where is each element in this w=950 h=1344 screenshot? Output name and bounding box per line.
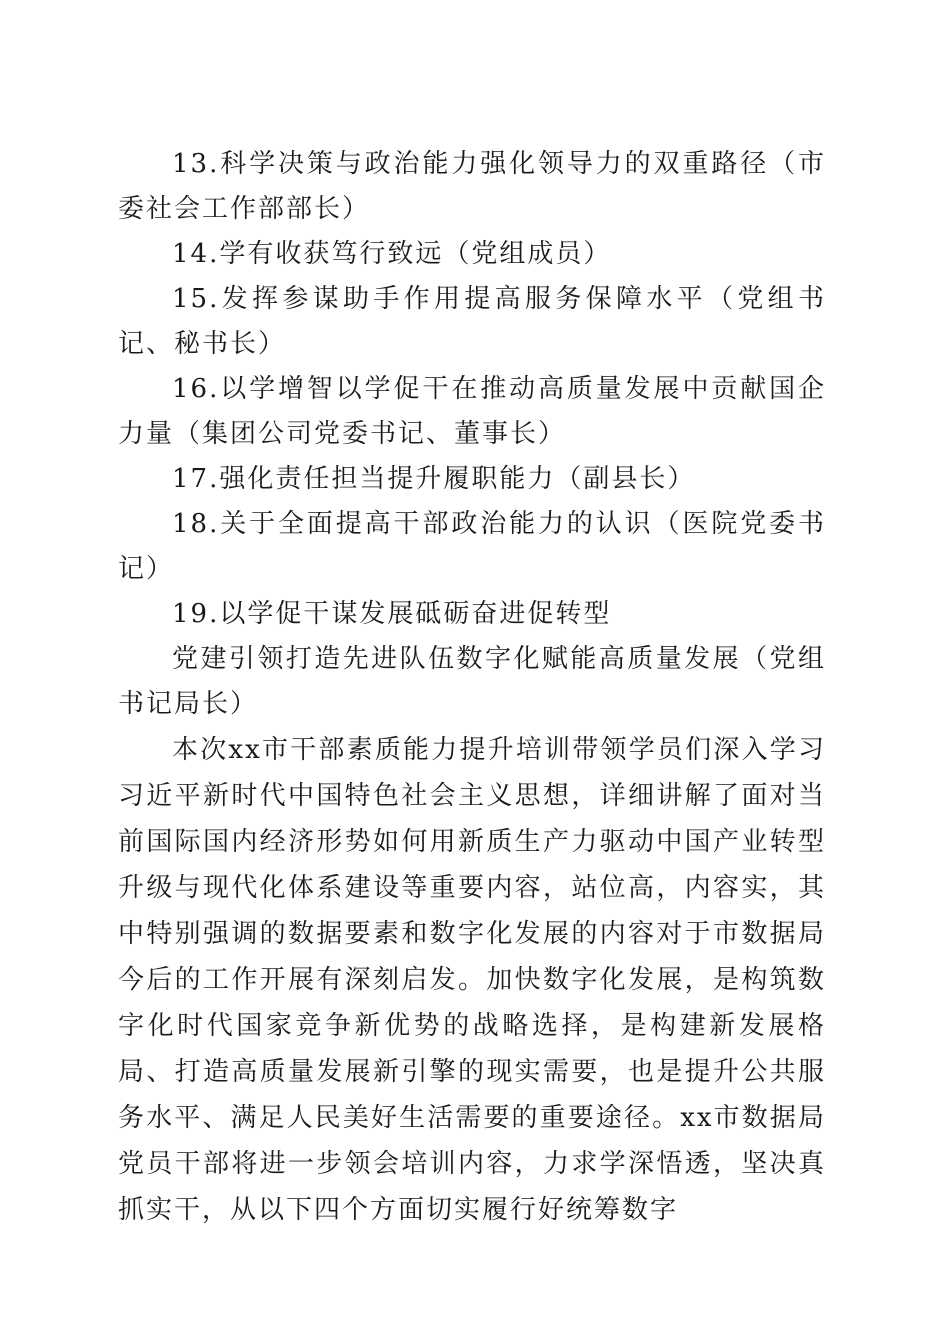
list-item-16: 16.以学增智以学促干在推动高质量发展中贡献国企力量（集团公司党委书记、董事长） — [118, 374, 826, 449]
list-item-17: 17.强化责任担当提升履职能力（副县长） — [172, 464, 696, 494]
article-title: 党建引领打造先进队伍数字化赋能高质量发展（党组书记局长） — [118, 644, 826, 719]
body-paragraph: 本次xx市干部素质能力提升培训带领学员们深入学习习近平新时代中国特色社会主义思想，详细讲解了面对当前国际国内经济形势如何用新质生产力驱动中国产业转型升级与现代化体系建设等重要内容，站位高，内容实，其中特别强调的数据要素和数字化发展的内容对于市数据局今后的工作开展有深刻启发。加快数字化发展，是构筑数字化时代国家竞争新优势的战略选择，是构建新发展格局、打造高质量发展新引擎的现实需要，也是提升公共服务水平、满足人民美好生活需要的重要途径。xx市数据局党员干部将进一步领会培训内容，力求学深悟透，坚决真抓实干，从以下四个方面切实履行好统筹数字 — [118, 735, 826, 1225]
list-item-13: 13.科学决策与政治能力强化领导力的双重路径（市委社会工作部部长） — [118, 149, 826, 224]
list-item-18: 18.关于全面提高干部政治能力的认识（医院党委书记） — [118, 509, 826, 584]
list-item-19: 19.以学促干谋发展砥砺奋进促转型 — [172, 599, 612, 629]
list-item-15: 15.发挥参谋助手作用提高服务保障水平（党组书记、秘书长） — [118, 284, 826, 359]
list-item-14: 14.学有收获笃行致远（党组成员） — [172, 239, 612, 269]
document-content — [118, 142, 826, 1233]
